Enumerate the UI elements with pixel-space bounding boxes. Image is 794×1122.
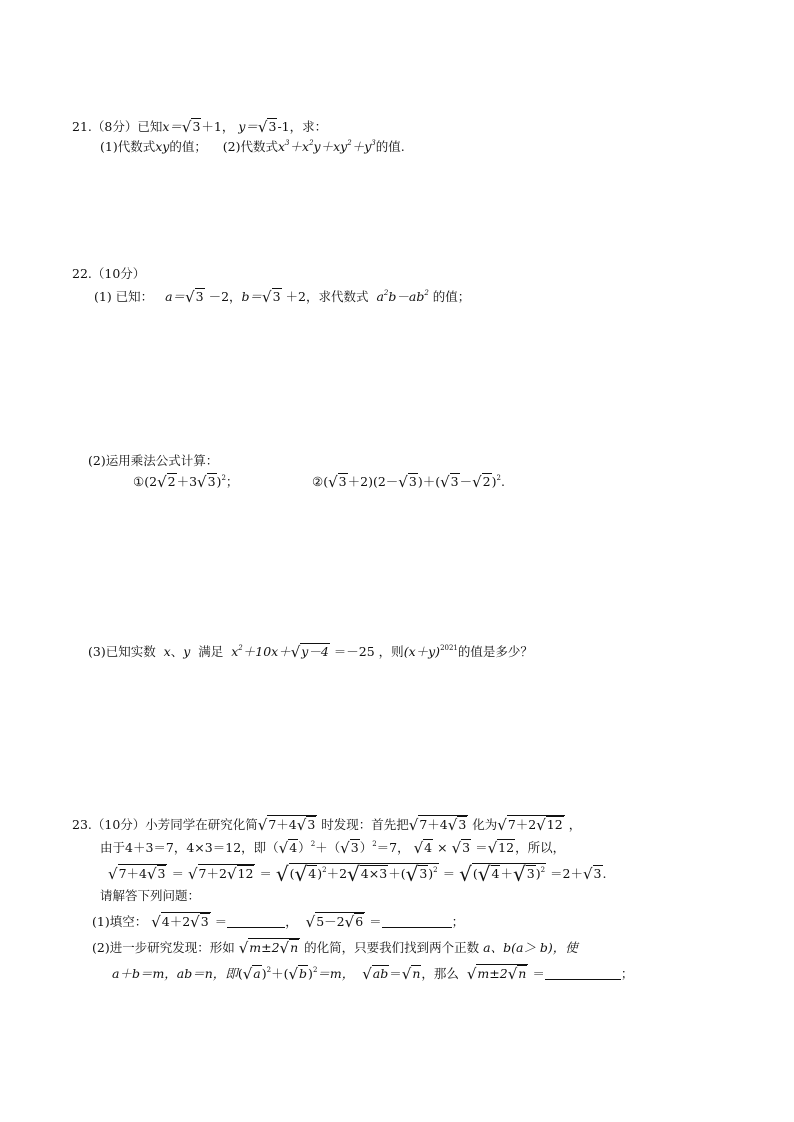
q22-b-eq: b＝ (241, 289, 263, 304)
sqrt-3: √3 (440, 473, 459, 491)
q22-p1-label: (1) 已知： (94, 289, 154, 304)
q22-p1-tail: 的值； (432, 289, 471, 304)
q21-head: 21.（8分）已知 (72, 119, 163, 134)
q23-line2 (100, 838, 565, 857)
q21-part2-tail: 的值. (375, 139, 405, 154)
q22-equation: $x^2+10x+$ (231, 644, 291, 659)
answer-blank-1[interactable] (227, 915, 285, 928)
q21-xy: xy (155, 139, 170, 154)
q23-so: ，所以， (515, 840, 566, 855)
eq: ＝ (475, 840, 488, 855)
plus-paren: ＋（ (315, 840, 341, 855)
semi: ； (451, 914, 465, 929)
sqrt-3: √3 (257, 118, 277, 136)
sqrt-7-plus-2sqrt12: √7＋2√12 (497, 816, 563, 834)
semi: ； (620, 966, 634, 981)
pow2: 2 (310, 840, 316, 848)
sqrt-y-minus-4: √y－4 (290, 643, 329, 661)
dot: . (602, 866, 607, 881)
q23-part2-line1 (92, 938, 578, 957)
q22-part2-title: (2)运用乘法公式计算： (88, 453, 219, 468)
q23-request: 请解答下列问题： (100, 888, 201, 903)
eq: ＝ (389, 966, 402, 981)
q21-x-eq: x＝ (162, 119, 182, 134)
sqrt-m-pm-2sqrtn: √m±2√n (238, 939, 299, 957)
q23-part2-line2: a＋b＝m，ab＝n，即$(√a)^2+(√b)^2=m$， √ab＝√n，那么 √m±2√n ＝ ； (112, 965, 634, 983)
sqrt-4: √4 (413, 839, 433, 857)
sqrt-expanded: $√(√4)^2+2√4\times 3+(√3)^2$ (275, 862, 438, 886)
q23-p2-a: (2)进一步研究发现：形如 (92, 940, 235, 955)
eq: ＝ (369, 914, 382, 929)
eq: ＝ (532, 966, 545, 981)
sqrt-3: √3 (328, 473, 347, 491)
q22-satisfy: 满足 (198, 644, 224, 659)
sqrt-4: √4 (278, 839, 298, 857)
q23-result: ＝2＋ (550, 866, 583, 881)
sqrt-b: √b (288, 965, 308, 983)
sqrt-2: √2 (157, 473, 176, 491)
var-x: x (163, 644, 171, 659)
sqrt-3: √3 (451, 839, 471, 857)
paren-close: ） (298, 840, 311, 855)
eq7: ＝7， (376, 840, 410, 855)
q23-fill-label: (1)填空： (92, 914, 148, 929)
sqrt-3: √3 (262, 288, 281, 306)
q23-comma: ， (568, 817, 582, 832)
sep: 、 (170, 644, 184, 659)
q22-part2-item2: $②(√3+2)(2-√3)+(√3-√2)^2$. (312, 473, 505, 491)
sqrt-n: √n (401, 965, 421, 983)
paren-close: ） (359, 840, 373, 855)
q21-line1 (72, 117, 327, 136)
answer-blank-3[interactable] (545, 967, 621, 980)
comma: ， (285, 914, 298, 929)
sqrt-square: $√(√4+√3)^2$ (459, 862, 546, 886)
times: × (437, 840, 448, 855)
q23-to: 化为 (472, 817, 498, 832)
q23-p2-c: a、b(a＞ b)，使 (483, 940, 578, 955)
q21-minus1: -1，求： (277, 119, 328, 134)
q22-item1-tail: ； (225, 474, 239, 489)
sqrt-7-plus-2sqrt12: √7＋2√12 (187, 865, 254, 883)
q21-line2 (100, 138, 405, 156)
sqrt-m-pm-2sqrtn: √m±2√n (466, 965, 527, 983)
sqrt-7-plus-4sqrt3: √7＋4√3 (257, 816, 316, 834)
sqrt-3: √3 (181, 118, 201, 136)
answer-blank-2[interactable] (382, 915, 452, 928)
q23-line3 (108, 862, 607, 886)
eq-m: ＝m， (317, 966, 355, 981)
q23-found: 时发现：首先把 (321, 817, 409, 832)
q23-line1 (72, 815, 581, 834)
sqrt-5-minus-2sqrt6: √5－2√6 (305, 913, 364, 931)
sqrt-12: √12 (487, 839, 515, 857)
q22-expression: $a^2b-ab^2$ (376, 289, 429, 304)
q23-p2-d1: a＋b＝m，ab＝n，即 (112, 966, 238, 981)
sqrt-3: √3 (197, 473, 216, 491)
circled-2: ② (312, 474, 324, 489)
q21-part1-tail: 的值； (169, 139, 207, 154)
q22-p3-label: (3)已知实数 (88, 644, 156, 659)
q22-p3-tail: 的值是多少？ (457, 644, 533, 659)
q22-minus2: －2， (208, 289, 242, 304)
sqrt-2: √2 (472, 473, 491, 491)
q22-exponent: 2021 (440, 644, 458, 652)
circled-1: ① (133, 474, 145, 489)
sqrt-3: √3 (582, 865, 602, 883)
q22-eq-tail: ＝－25 ，则 (333, 644, 404, 659)
q22-item2-tail: . (500, 474, 505, 489)
q21-y-eq: y＝ (238, 119, 258, 134)
q22-part2-item1: $①(2√2+3√3)^2$； (133, 473, 239, 491)
q23-then: ，那么 (421, 966, 459, 981)
eq: ＝ (171, 866, 184, 881)
pow2: 2 (372, 840, 377, 848)
q22-a-eq: a＝ (165, 289, 186, 304)
sqrt-a: √a (242, 965, 261, 983)
q21-part2: (2)代数式 (222, 139, 278, 154)
sqrt-4-plus-2sqrt3: √4＋2√3 (151, 913, 209, 931)
q21-plus1: ＋1， (201, 119, 235, 134)
q23-because: 由于4＋3＝7，4×3＝12，即（ (100, 840, 279, 855)
sqrt-7-plus-4sqrt3: √7＋4√3 (108, 865, 166, 883)
q23-p2-b: 的化简，只要我们找到两个正数 (304, 940, 480, 955)
q22-part1 (94, 287, 470, 306)
q21-expression: $x^3+x^2y+xy^2+y^3$ (277, 139, 376, 154)
sqrt-3: √3 (340, 839, 359, 857)
q23-head: 23.（10分）小芳同学在研究化简 (72, 817, 258, 832)
q22-part3 (88, 642, 533, 661)
sqrt-7-plus-4sqrt3: √7＋4√3 (408, 816, 467, 834)
q21-part1: (1)代数式 (100, 139, 156, 154)
sqrt-3: √3 (185, 288, 204, 306)
q22-plus2: ＋2，求代数式 (285, 289, 369, 304)
eq: ＝ (442, 866, 456, 881)
q22-power-base: (x＋y) (403, 644, 441, 659)
var-y: y (183, 644, 191, 659)
q22-head: 22.（10分） (72, 266, 146, 281)
eq: ＝ (259, 866, 272, 881)
eq: ＝ (214, 914, 228, 929)
sqrt-ab: √ab (362, 965, 389, 983)
sqrt-3: √3 (398, 473, 417, 491)
q23-fill (92, 912, 464, 931)
